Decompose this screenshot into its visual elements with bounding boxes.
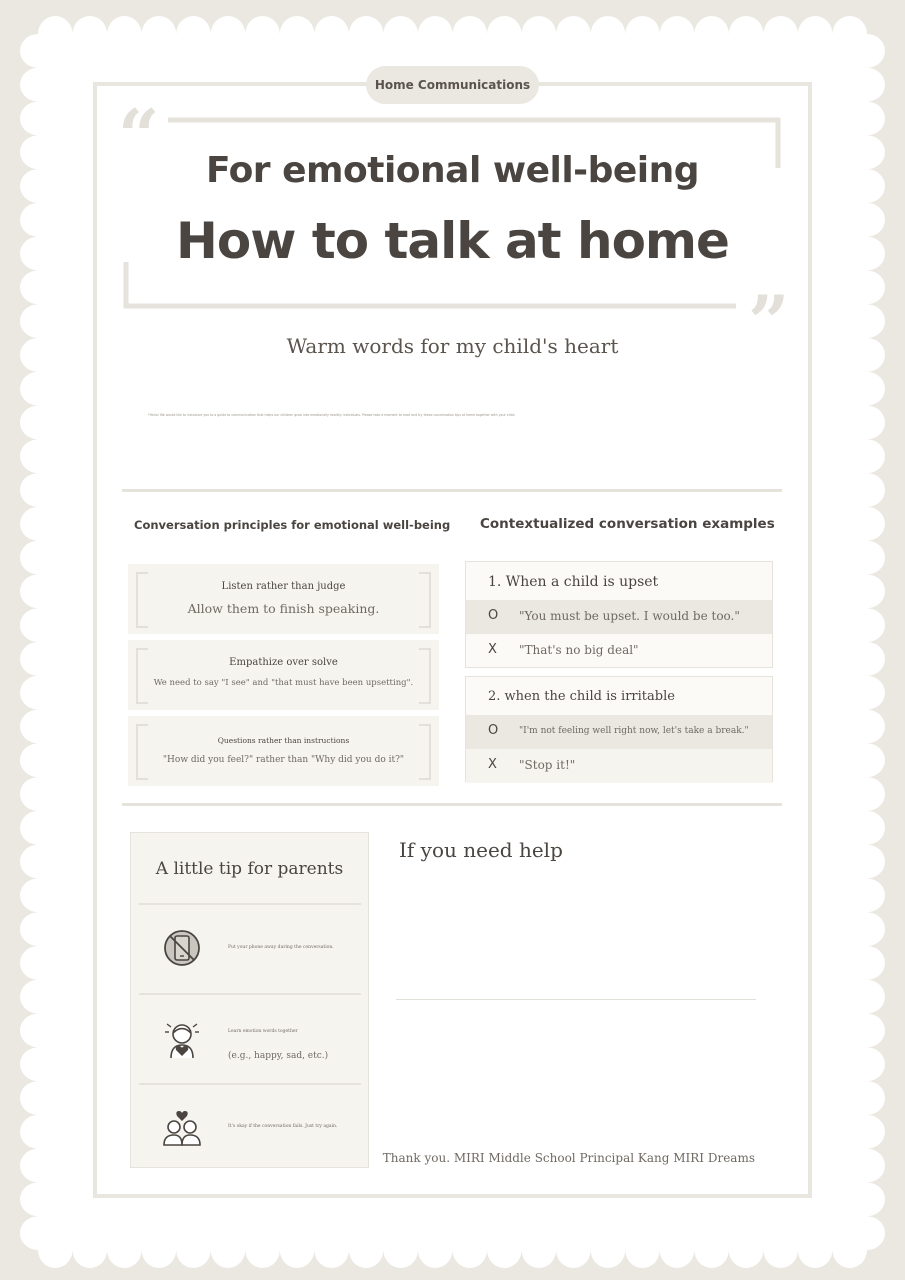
bad-example-row — [466, 634, 772, 668]
tip-text: Put your phone away during the conversation. — [228, 945, 334, 950]
section-divider — [122, 803, 782, 806]
tip-divider — [139, 993, 361, 995]
example-title: 2. when the child is irritable — [488, 689, 675, 704]
x-mark: X — [488, 642, 497, 657]
section-divider — [122, 489, 782, 492]
good-example-row — [466, 600, 772, 634]
help-line — [396, 999, 756, 1000]
bad-example-text: "Stop it!" — [519, 758, 576, 772]
tip-divider — [139, 903, 361, 905]
example-card — [465, 676, 773, 782]
two-people-heart-icon — [161, 1107, 203, 1149]
close-quote-icon: ” — [748, 279, 790, 364]
closing-signature: Thank you. MIRI Middle School Principal Kang MIRI Dreams — [382, 1151, 755, 1165]
x-mark: X — [488, 757, 497, 772]
no-phone-icon — [161, 927, 203, 969]
example-title: 1. When a child is upset — [488, 574, 659, 590]
principle-desc: Allow them to finish speaking. — [187, 601, 380, 616]
o-mark: O — [488, 608, 499, 623]
help-title: If you need help — [399, 838, 563, 862]
principle-desc: "How did you feel?" rather than "Why did you do it?" — [162, 755, 405, 765]
good-example-text: "I'm not feeling well right now, let's take a break." — [519, 726, 749, 736]
principle-head: Listen rather than judge — [221, 581, 346, 592]
parent-tips-box — [130, 832, 369, 1168]
header-badge: Home Communications — [366, 66, 539, 104]
principle-card — [128, 640, 439, 710]
page-title: How to talk at home — [176, 212, 729, 270]
principles-heading: Conversation principles for emotional well-being — [134, 518, 451, 532]
tip-subtext: (e.g., happy, sad, etc.) — [228, 1051, 329, 1061]
tagline: Warm words for my child's heart — [286, 334, 619, 358]
principle-card — [128, 564, 439, 634]
bad-example-text: "That's no big deal" — [519, 643, 639, 657]
examples-heading: Contextualized conversation examples — [480, 516, 775, 532]
tip-text: Learn emotion words together — [228, 1029, 298, 1034]
good-example-row — [466, 715, 772, 749]
o-mark: O — [488, 723, 499, 738]
bracket-left — [136, 724, 148, 780]
intro-fineprint: *Hello! We would like to introduce you to a guide to communication that helps our children grow into emotionally healthy individuals. Please take a moment to read and try these conversation tips at home together with your child. — [148, 413, 516, 417]
child-heart-icon — [161, 1018, 203, 1060]
principle-head: Empathize over solve — [229, 657, 338, 668]
page-subtitle: For emotional well-being — [205, 150, 700, 191]
open-quote-icon: “ — [118, 93, 160, 178]
principle-desc: We need to say "I see" and "that must have been upsetting". — [153, 678, 414, 688]
principle-card — [128, 716, 439, 786]
principle-head: Questions rather than instructions — [217, 736, 350, 745]
tip-divider — [139, 1083, 361, 1085]
bad-example-row — [466, 749, 772, 783]
tips-title: A little tip for parents — [155, 859, 344, 879]
bracket-right — [419, 724, 431, 780]
good-example-text: "You must be upset. I would be too." — [519, 609, 740, 623]
example-card — [465, 561, 773, 668]
tip-text: It's okay if the conversation fails. Just try again. — [228, 1124, 338, 1129]
